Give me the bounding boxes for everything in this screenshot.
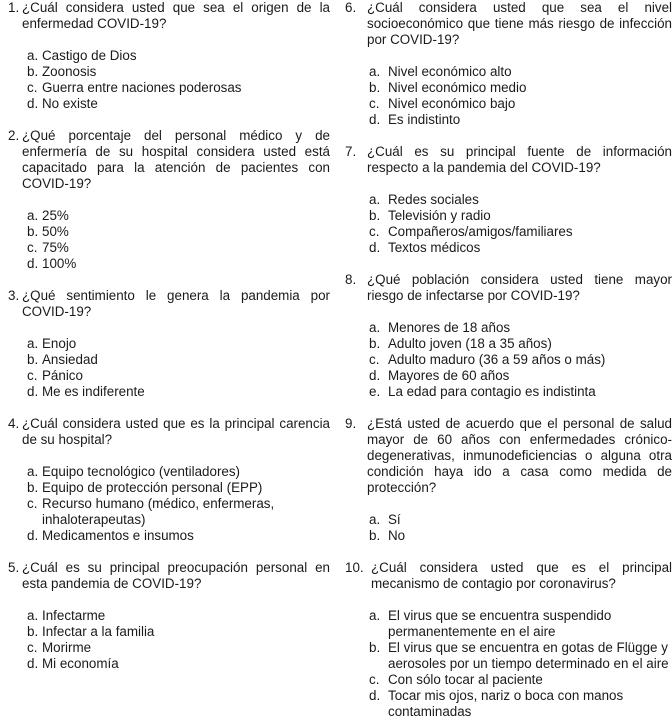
option-text: Recurso humano (médico, enfermeras, inhaloterapeutas) bbox=[42, 496, 275, 527]
option-text: Enojo bbox=[42, 336, 77, 351]
question-text: ¿Cuál es su principal fuente de información respecto a la pandemia del COVID-19? bbox=[367, 144, 672, 175]
option-text: El virus que se encuentra en gotas de Flügge y aerosoles por un tiempo determinado en el aire bbox=[388, 640, 669, 671]
option-item bbox=[8, 624, 330, 640]
option-item bbox=[8, 496, 330, 528]
question-number: 2. bbox=[8, 128, 20, 143]
option-text: Equipo de protección personal (EPP) bbox=[42, 480, 263, 495]
question-text: ¿Cuál considera usted que es la principal carencia de su hospital? bbox=[22, 416, 330, 447]
option-text: 25% bbox=[42, 208, 69, 223]
option-text: No bbox=[388, 528, 406, 543]
option-item bbox=[8, 80, 330, 96]
question-text: ¿Cuál es su principal preocupación personal en esta pandemia de COVID-19? bbox=[22, 560, 330, 591]
question-number: 6. bbox=[345, 0, 357, 15]
option-item bbox=[345, 208, 672, 224]
question-1 bbox=[8, 0, 330, 112]
option-text: Ansiedad bbox=[42, 352, 98, 367]
option-item bbox=[8, 528, 330, 544]
option-item bbox=[345, 368, 672, 384]
option-letter: c. bbox=[27, 240, 38, 255]
question-text: ¿Está usted de acuerdo que el personal de salud mayor de 60 años con enfermedades crónico-degenerativas, inmunodeficiencias o alguna otra condición haya ido a casa como medida de protección? bbox=[367, 416, 672, 495]
option-text: Nivel económico medio bbox=[388, 80, 527, 95]
option-item bbox=[345, 528, 672, 544]
option-item bbox=[8, 240, 330, 256]
question-text: ¿Qué población considera usted tiene mayor riesgo de infectarse por COVID-19? bbox=[367, 272, 672, 303]
question-5 bbox=[8, 560, 330, 672]
option-item bbox=[8, 640, 330, 656]
option-item bbox=[345, 96, 672, 112]
question-2 bbox=[8, 128, 330, 272]
option-text: Televisión y radio bbox=[388, 208, 491, 223]
option-list bbox=[345, 608, 672, 720]
option-letter: c. bbox=[27, 496, 38, 511]
option-text: 50% bbox=[42, 224, 69, 239]
option-item bbox=[8, 208, 330, 224]
left-column bbox=[8, 0, 330, 672]
option-item bbox=[8, 608, 330, 624]
option-text: Zoonosis bbox=[42, 64, 97, 79]
option-list bbox=[345, 512, 672, 544]
question-number: 4. bbox=[8, 416, 20, 431]
option-item bbox=[345, 336, 672, 352]
option-letter: d. bbox=[27, 256, 39, 271]
option-text: Sí bbox=[388, 512, 401, 527]
option-letter: d. bbox=[369, 368, 381, 383]
option-item bbox=[345, 352, 672, 368]
option-letter: b. bbox=[369, 208, 381, 223]
option-letter: b. bbox=[369, 528, 381, 543]
option-item bbox=[8, 352, 330, 368]
option-list bbox=[345, 192, 672, 256]
option-text: Nivel económico bajo bbox=[388, 96, 516, 111]
right-column bbox=[345, 0, 672, 720]
option-text: Medicamentos e insumos bbox=[42, 528, 194, 543]
question-number: 5. bbox=[8, 560, 20, 575]
question-4 bbox=[8, 416, 330, 544]
option-list bbox=[345, 64, 672, 128]
option-item bbox=[345, 688, 672, 720]
option-item bbox=[8, 368, 330, 384]
option-text: No existe bbox=[42, 96, 98, 111]
option-letter: a. bbox=[27, 608, 39, 623]
option-item bbox=[8, 464, 330, 480]
option-text: Morirme bbox=[42, 640, 92, 655]
option-item bbox=[8, 224, 330, 240]
option-text: Infectar a la familia bbox=[42, 624, 155, 639]
question-number: 9. bbox=[345, 416, 357, 431]
option-item bbox=[8, 656, 330, 672]
option-letter: a. bbox=[27, 208, 39, 223]
option-letter: b. bbox=[369, 336, 381, 351]
question-text: ¿Cuál considera usted que sea el origen de la enfermedad COVID-19? bbox=[22, 0, 330, 31]
option-letter: a. bbox=[369, 512, 381, 527]
option-text: El virus que se encuentra suspendido permanentemente en el aire bbox=[388, 608, 612, 639]
option-letter: d. bbox=[27, 528, 39, 543]
option-item bbox=[8, 336, 330, 352]
option-text: Adulto joven (18 a 35 años) bbox=[388, 336, 552, 351]
option-list bbox=[345, 320, 672, 400]
question-number: 3. bbox=[8, 288, 20, 303]
option-text: La edad para contagio es indistinta bbox=[388, 384, 596, 399]
option-text: Redes sociales bbox=[388, 192, 479, 207]
option-item bbox=[345, 640, 672, 672]
option-letter: a. bbox=[369, 320, 381, 335]
option-letter: b. bbox=[369, 80, 381, 95]
option-list bbox=[8, 48, 330, 112]
question-7 bbox=[345, 144, 672, 256]
option-item bbox=[345, 224, 672, 240]
option-list bbox=[8, 336, 330, 400]
option-text: Compañeros/amigos/familiares bbox=[388, 224, 573, 239]
option-item bbox=[345, 384, 672, 400]
option-list bbox=[8, 208, 330, 272]
option-text: 75% bbox=[42, 240, 69, 255]
option-list bbox=[8, 608, 330, 672]
option-text: Textos médicos bbox=[388, 240, 481, 255]
option-item bbox=[8, 256, 330, 272]
option-text: Es indistinto bbox=[388, 112, 461, 127]
option-letter: d. bbox=[369, 240, 381, 255]
option-text: Adulto maduro (36 a 59 años o más) bbox=[388, 352, 606, 367]
question-text: ¿Qué sentimiento le genera la pandemia por COVID-19? bbox=[22, 288, 330, 319]
option-letter: c. bbox=[369, 352, 380, 367]
option-item bbox=[345, 240, 672, 256]
option-item bbox=[8, 64, 330, 80]
option-letter: d. bbox=[369, 112, 381, 127]
option-item bbox=[345, 512, 672, 528]
option-text: 100% bbox=[42, 256, 77, 271]
option-text: Me es indiferente bbox=[42, 384, 145, 399]
option-letter: a. bbox=[27, 336, 39, 351]
option-text: Castigo de Dios bbox=[42, 48, 137, 63]
option-item bbox=[345, 672, 672, 688]
option-item bbox=[345, 80, 672, 96]
question-number: 1. bbox=[8, 0, 20, 15]
option-letter: c. bbox=[369, 672, 380, 687]
option-letter: b. bbox=[27, 64, 39, 79]
option-item bbox=[345, 320, 672, 336]
option-letter: b. bbox=[369, 640, 381, 655]
option-letter: a. bbox=[369, 64, 381, 79]
option-text: Mayores de 60 años bbox=[388, 368, 510, 383]
option-text: Guerra entre naciones poderosas bbox=[42, 80, 242, 95]
option-letter: c. bbox=[27, 368, 38, 383]
question-number: 8. bbox=[345, 272, 357, 287]
option-letter: d. bbox=[27, 656, 39, 671]
option-item bbox=[8, 384, 330, 400]
option-list bbox=[8, 464, 330, 544]
option-text: Equipo tecnológico (ventiladores) bbox=[42, 464, 241, 479]
option-letter: c. bbox=[27, 640, 38, 655]
option-letter: a. bbox=[27, 464, 39, 479]
option-item bbox=[345, 608, 672, 640]
question-10 bbox=[345, 560, 672, 720]
option-letter: d. bbox=[369, 688, 381, 703]
option-text: Tocar mis ojos, nariz o boca con manos contaminadas bbox=[388, 688, 624, 719]
option-letter: c. bbox=[27, 80, 38, 95]
option-letter: b. bbox=[27, 352, 39, 367]
question-3 bbox=[8, 288, 330, 400]
question-number: 7. bbox=[345, 144, 357, 159]
question-9 bbox=[345, 416, 672, 544]
question-text: ¿Cuál considera usted que sea el nivel socioeconómico que tiene más riesgo de infección por COVID-19? bbox=[367, 0, 672, 47]
option-text: Con sólo tocar al paciente bbox=[388, 672, 543, 687]
option-item bbox=[8, 480, 330, 496]
option-text: Mi economía bbox=[42, 656, 119, 671]
option-text: Pánico bbox=[42, 368, 83, 383]
question-text: ¿Qué porcentaje del personal médico y de enfermería de su hospital considera usted está capacitado para la atención de pacientes con COVID-19? bbox=[22, 128, 330, 191]
option-letter: b. bbox=[27, 224, 39, 239]
option-letter: c. bbox=[369, 96, 380, 111]
option-letter: b. bbox=[27, 480, 39, 495]
option-item bbox=[8, 48, 330, 64]
option-item bbox=[345, 192, 672, 208]
option-item bbox=[345, 64, 672, 80]
option-item bbox=[8, 96, 330, 112]
option-letter: d. bbox=[27, 96, 39, 111]
option-letter: a. bbox=[27, 48, 39, 63]
option-letter: a. bbox=[369, 192, 381, 207]
option-item bbox=[345, 112, 672, 128]
question-6 bbox=[345, 0, 672, 128]
question-text: ¿Cuál considera usted que es el principal mecanismo de contagio por coronavirus? bbox=[371, 560, 672, 591]
option-letter: d. bbox=[27, 384, 39, 399]
option-letter: a. bbox=[369, 608, 381, 623]
option-text: Menores de 18 años bbox=[388, 320, 511, 335]
option-letter: e. bbox=[369, 384, 381, 399]
question-number: 10. bbox=[345, 560, 364, 575]
option-text: Nivel económico alto bbox=[388, 64, 512, 79]
option-letter: c. bbox=[369, 224, 380, 239]
question-8 bbox=[345, 272, 672, 400]
option-text: Infectarme bbox=[42, 608, 106, 623]
option-letter: b. bbox=[27, 624, 39, 639]
